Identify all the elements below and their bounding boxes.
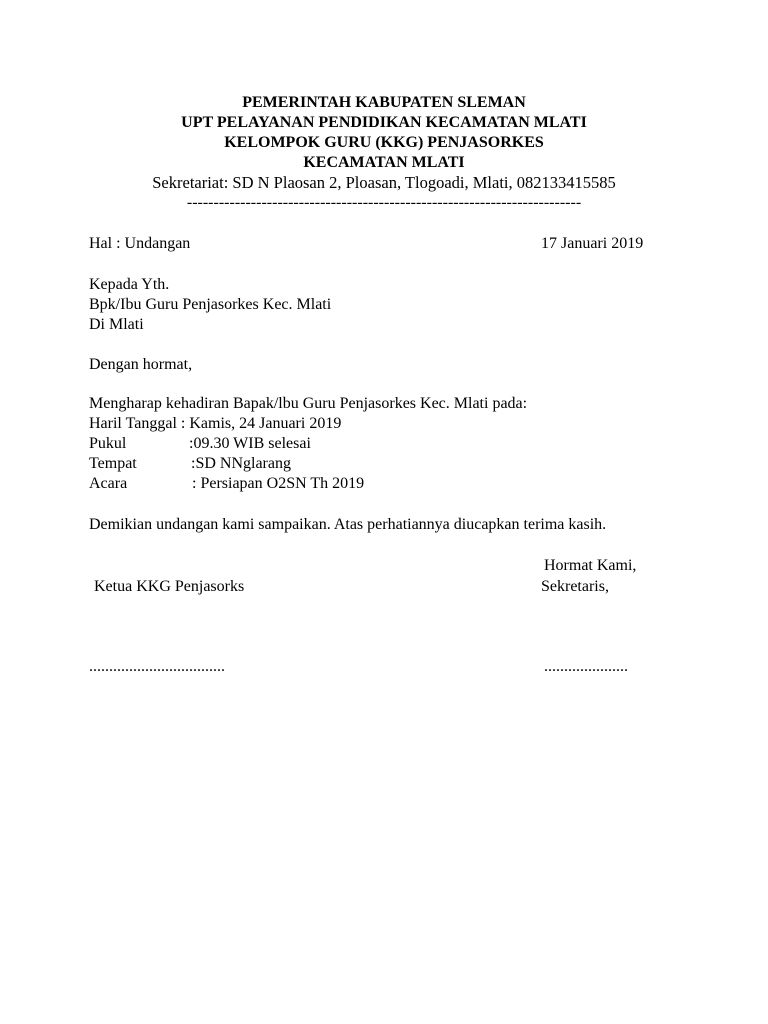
signature-line-right: ..................... (544, 658, 628, 675)
letterhead-divider: -------------------------------------------------------------------------- (186, 194, 582, 211)
detail-label: Acara (89, 475, 128, 492)
signature-line-left: .................................. (89, 658, 225, 675)
letterhead-line-4: KECAMATAN MLATI (303, 154, 465, 171)
signer-right-title: Sekretaris, (541, 578, 609, 595)
letterhead (0, 93, 768, 212)
detail-row-place (89, 454, 527, 474)
detail-value: : Persiapan O2SN Th 2019 (192, 475, 365, 492)
detail-row-agenda (89, 474, 527, 494)
recipient-line-3: Di Mlati (89, 316, 144, 333)
detail-label: Pukul (89, 435, 127, 452)
recipient-line-2: Bpk/Ibu Guru Penjasorkes Kec. Mlati (89, 296, 332, 313)
detail-label: Haril Tanggal (89, 415, 177, 432)
event-details (89, 394, 527, 494)
letterhead-line-1: PEMERINTAH KABUPATEN SLEMAN (242, 94, 526, 111)
letter-date: 17 Januari 2019 (541, 235, 644, 252)
recipient-line-1: Kepada Yth. (89, 276, 170, 293)
detail-label: Tempat (89, 455, 137, 472)
closing-sentence: Demikian undangan kami sampaikan. Atas perhatiannya diucapkan terima kasih. (89, 516, 607, 533)
signer-left-title: Ketua KKG Penjasorks (94, 578, 245, 595)
letterhead-line-3: KELOMPOK GURU (KKG) PENJASORKES (224, 134, 544, 151)
subject-line: Hal : Undangan (89, 235, 191, 252)
letterhead-address: Sekretariat: SD N Plaosan 2, Ploasan, Tlogoadi, Mlati, 082133415585 (152, 173, 616, 192)
detail-value: :09.30 WIB selesai (189, 435, 311, 452)
letterhead-line-2: UPT PELAYANAN PENDIDIKAN KECAMATAN MLATI (181, 114, 587, 131)
salutation: Dengan hormat, (89, 356, 193, 373)
detail-value: : Kamis, 24 Januari 2019 (176, 415, 342, 432)
detail-value: :SD NNglarang (191, 455, 291, 472)
regards: Hormat Kami, (544, 557, 637, 574)
body-intro: Mengharap kehadiran Bapak/lbu Guru Penjasorkes Kec. Mlati pada: (89, 395, 528, 412)
detail-row-time (89, 434, 527, 454)
detail-row-date (89, 414, 527, 434)
